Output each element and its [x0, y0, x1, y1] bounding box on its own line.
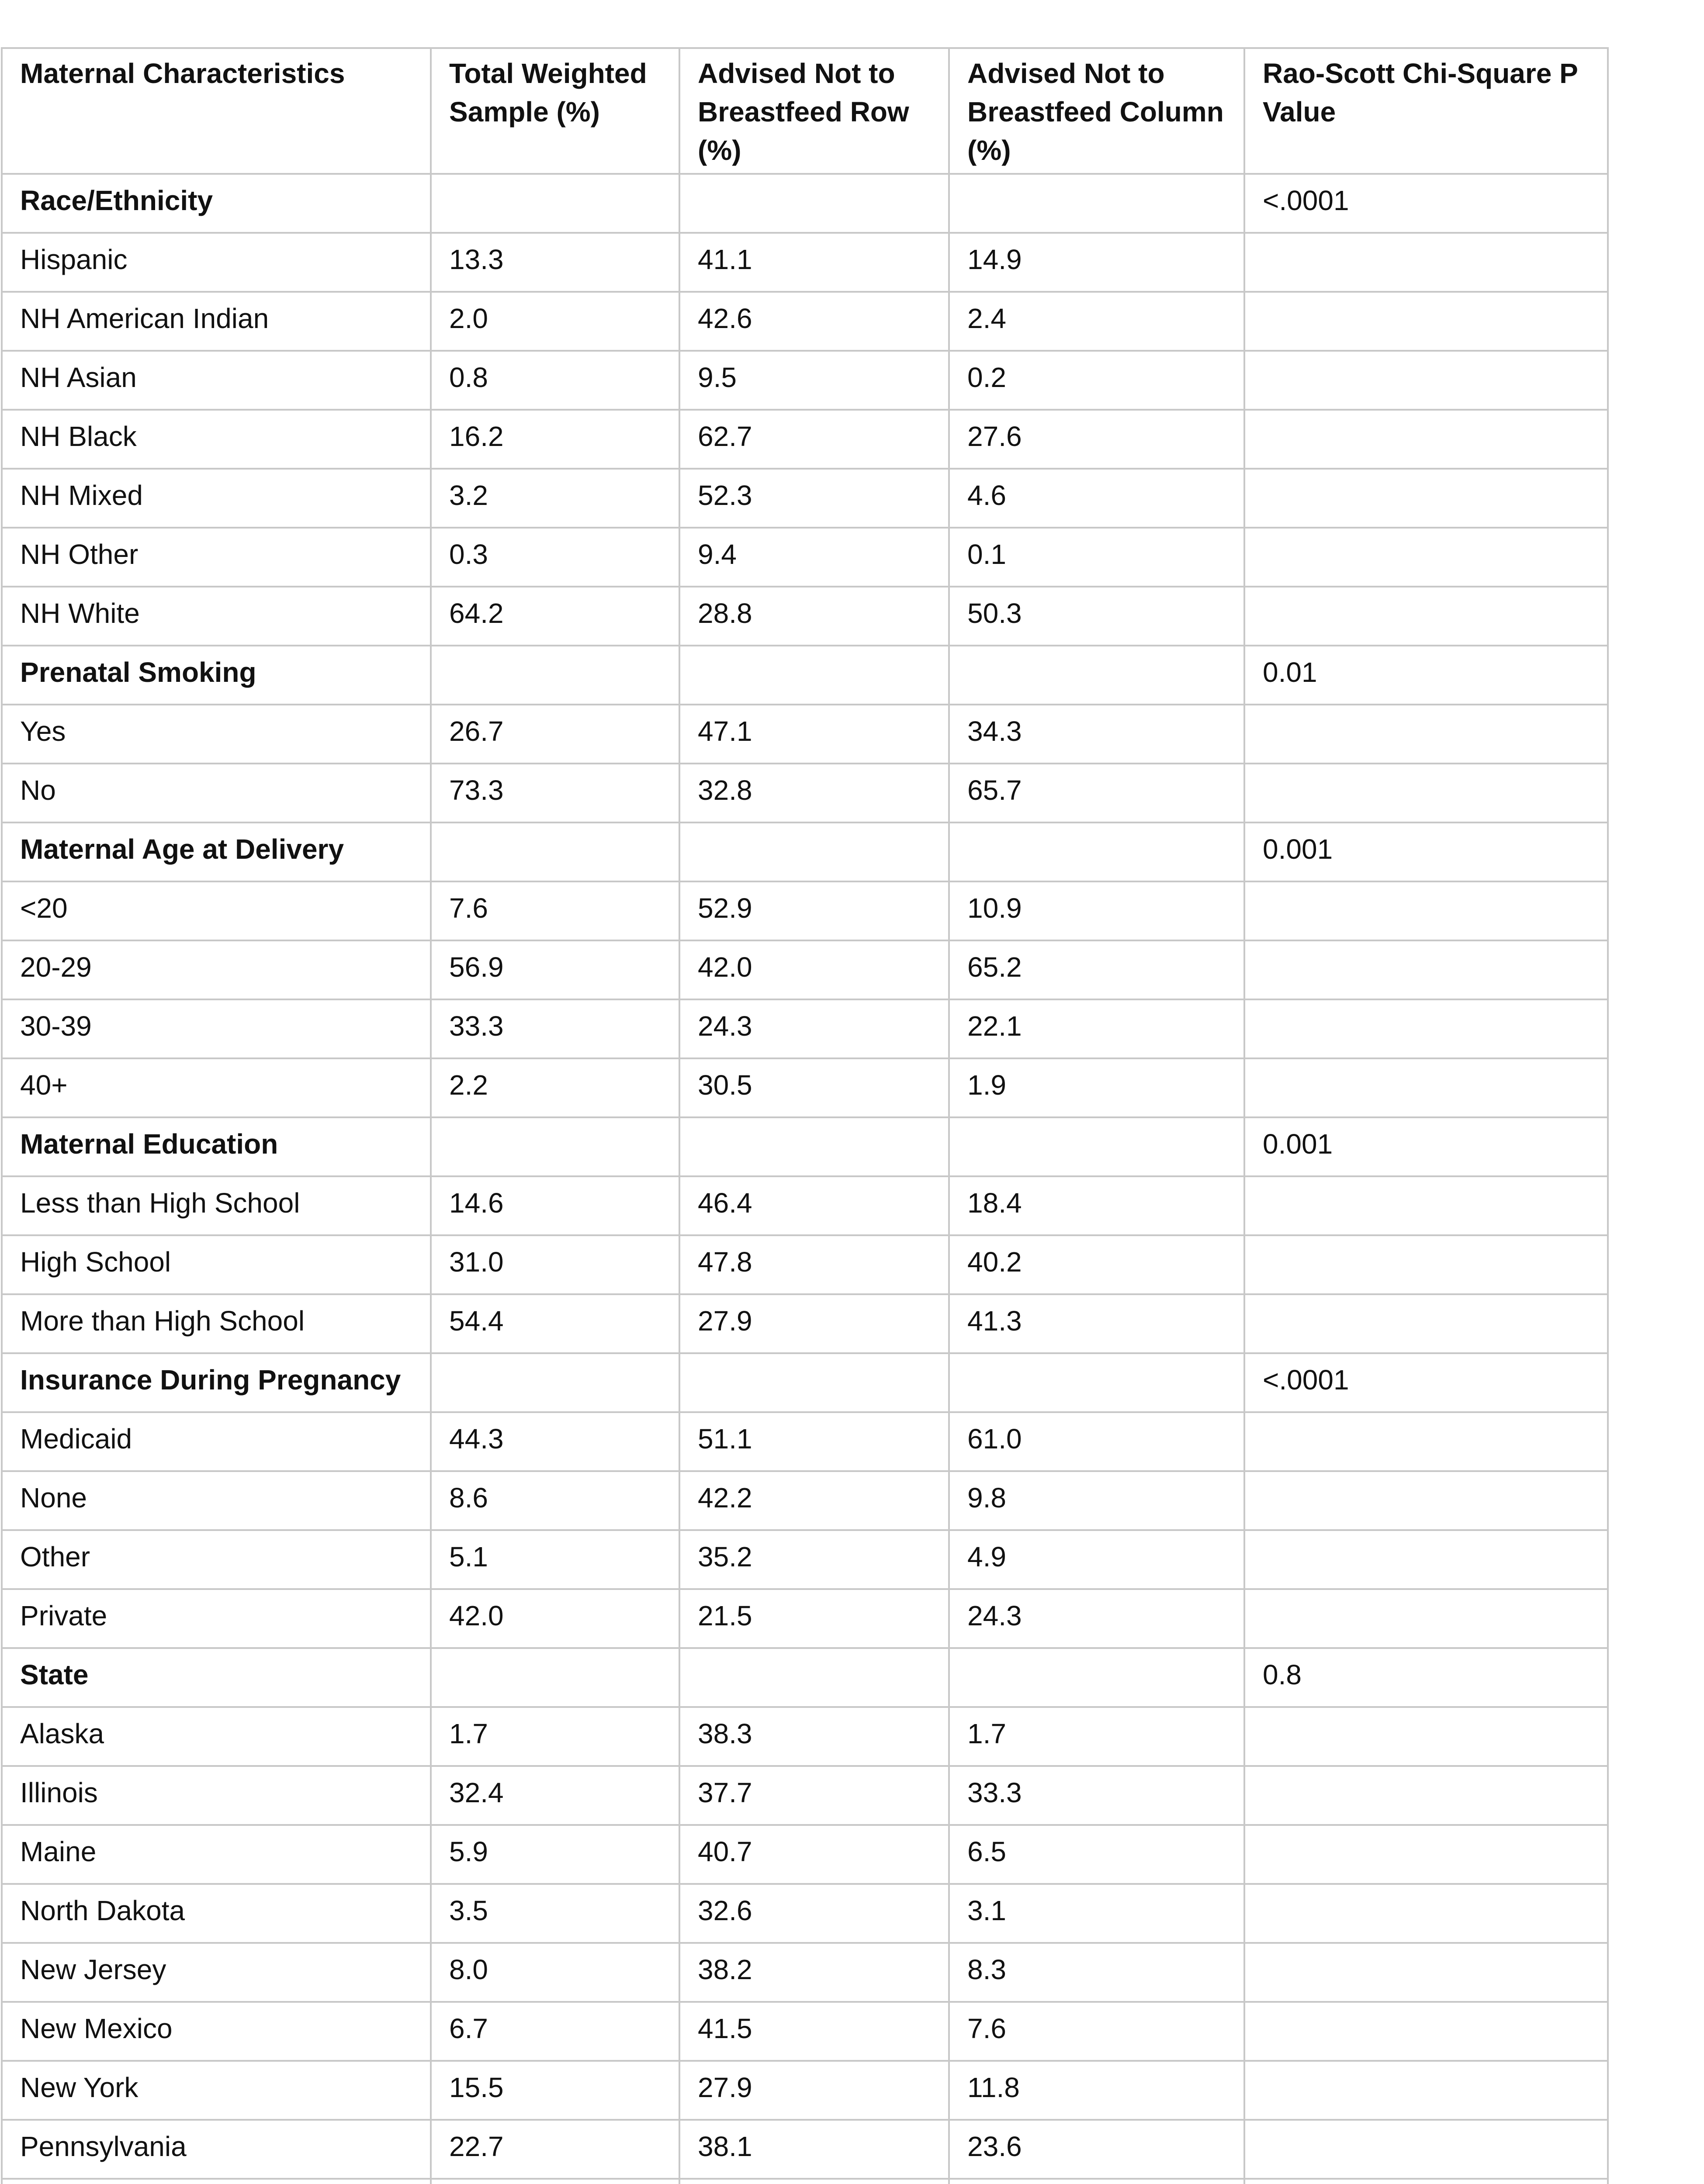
advised-row-cell	[679, 1353, 949, 1412]
advised-column-cell: 4.6	[949, 469, 1244, 528]
table-row	[2, 1412, 1608, 1471]
total-weighted-cell: 22.7	[431, 2120, 679, 2179]
table-row	[2, 2061, 1608, 2120]
total-weighted-cell: 32.4	[431, 1766, 679, 1825]
advised-column-cell	[949, 646, 1244, 705]
advised-column-cell: 1.9	[949, 1058, 1244, 1117]
p-value-cell	[1244, 1058, 1608, 1117]
p-value-cell: 0.001	[1244, 1117, 1608, 1176]
advised-row-cell: 42.6	[679, 292, 949, 351]
characteristic-cell: High School	[2, 1235, 431, 1294]
characteristic-cell	[2, 2179, 431, 2184]
p-value-cell	[1244, 940, 1608, 999]
advised-row-cell: 28.8	[679, 587, 949, 646]
maternal-characteristics-table	[1, 47, 1609, 2184]
characteristic-cell: NH Asian	[2, 351, 431, 410]
advised-column-cell: 7.6	[949, 2002, 1244, 2061]
total-weighted-cell	[431, 822, 679, 881]
total-weighted-cell: 0.3	[431, 528, 679, 587]
total-weighted-cell: 64.2	[431, 587, 679, 646]
p-value-cell	[1244, 1471, 1608, 1530]
characteristic-cell: Prenatal Smoking	[2, 646, 431, 705]
characteristic-cell: Pennsylvania	[2, 2120, 431, 2179]
advised-row-cell: 41.1	[679, 233, 949, 292]
table-group-row	[2, 1117, 1608, 1176]
advised-row-cell: 30.5	[679, 1058, 949, 1117]
advised-row-cell: 47.1	[679, 705, 949, 764]
advised-column-cell: 23.6	[949, 2120, 1244, 2179]
table-row	[2, 1943, 1608, 2002]
advised-column-cell: 50.3	[949, 587, 1244, 646]
characteristic-cell: Less than High School	[2, 1176, 431, 1235]
p-value-cell: 0.01	[1244, 646, 1608, 705]
total-weighted-cell: 8.0	[431, 1943, 679, 2002]
total-weighted-cell	[431, 1648, 679, 1707]
total-weighted-cell: 2.0	[431, 292, 679, 351]
table-body	[2, 174, 1608, 2184]
characteristic-cell: NH Mixed	[2, 469, 431, 528]
advised-row-cell: 27.9	[679, 2061, 949, 2120]
characteristic-cell: NH Other	[2, 528, 431, 587]
characteristic-cell: Illinois	[2, 1766, 431, 1825]
advised-row-cell	[679, 2179, 949, 2184]
advised-row-cell: 32.8	[679, 764, 949, 822]
table-group-row	[2, 1648, 1608, 1707]
table-row	[2, 587, 1608, 646]
advised-column-cell	[949, 1353, 1244, 1412]
p-value-cell	[1244, 1530, 1608, 1589]
advised-row-cell: 27.9	[679, 1294, 949, 1353]
characteristic-cell: State	[2, 1648, 431, 1707]
table-row	[2, 2179, 1608, 2184]
p-value-cell	[1244, 764, 1608, 822]
header-advised-column-percent: Advised Not to Breastfeed Column (%)	[949, 48, 1244, 174]
advised-column-cell: 65.2	[949, 940, 1244, 999]
advised-row-cell: 38.1	[679, 2120, 949, 2179]
total-weighted-cell: 3.2	[431, 469, 679, 528]
advised-column-cell: 22.1	[949, 999, 1244, 1058]
characteristic-cell: Private	[2, 1589, 431, 1648]
p-value-cell: <.0001	[1244, 174, 1608, 233]
characteristic-cell: New Mexico	[2, 2002, 431, 2061]
table-group-row	[2, 1353, 1608, 1412]
total-weighted-cell: 3.5	[431, 1884, 679, 1943]
characteristic-cell: Hispanic	[2, 233, 431, 292]
p-value-cell	[1244, 2120, 1608, 2179]
advised-row-cell: 47.8	[679, 1235, 949, 1294]
header-maternal-characteristics: Maternal Characteristics	[2, 48, 431, 174]
table-row	[2, 1058, 1608, 1117]
total-weighted-cell: 0.8	[431, 351, 679, 410]
characteristic-cell: 40+	[2, 1058, 431, 1117]
total-weighted-cell: 33.3	[431, 999, 679, 1058]
characteristic-cell: NH American Indian	[2, 292, 431, 351]
characteristic-cell: New Jersey	[2, 1943, 431, 2002]
total-weighted-cell	[431, 1353, 679, 1412]
characteristic-cell: Maternal Age at Delivery	[2, 822, 431, 881]
total-weighted-cell	[431, 1117, 679, 1176]
advised-column-cell	[949, 1648, 1244, 1707]
characteristic-cell: No	[2, 764, 431, 822]
characteristic-cell: NH Black	[2, 410, 431, 469]
advised-column-cell	[949, 1117, 1244, 1176]
advised-row-cell: 21.5	[679, 1589, 949, 1648]
advised-column-cell: 10.9	[949, 881, 1244, 940]
table-row	[2, 1176, 1608, 1235]
total-weighted-cell: 5.9	[431, 1825, 679, 1884]
p-value-cell	[1244, 999, 1608, 1058]
advised-column-cell: 6.5	[949, 1825, 1244, 1884]
advised-row-cell: 52.9	[679, 881, 949, 940]
characteristic-cell: 20-29	[2, 940, 431, 999]
characteristic-cell: North Dakota	[2, 1884, 431, 1943]
total-weighted-cell: 6.7	[431, 2002, 679, 2061]
table-row	[2, 881, 1608, 940]
characteristic-cell: Maine	[2, 1825, 431, 1884]
p-value-cell	[1244, 1707, 1608, 1766]
total-weighted-cell: 26.7	[431, 705, 679, 764]
advised-column-cell	[949, 174, 1244, 233]
table-row	[2, 1825, 1608, 1884]
total-weighted-cell: 31.0	[431, 1235, 679, 1294]
advised-column-cell: 40.2	[949, 1235, 1244, 1294]
advised-column-cell: 18.4	[949, 1176, 1244, 1235]
characteristic-cell: Medicaid	[2, 1412, 431, 1471]
table-row	[2, 1471, 1608, 1530]
table-row	[2, 705, 1608, 764]
table-row	[2, 1235, 1608, 1294]
advised-column-cell: 61.0	[949, 1412, 1244, 1471]
p-value-cell	[1244, 2179, 1608, 2184]
advised-row-cell	[679, 646, 949, 705]
total-weighted-cell: 7.6	[431, 881, 679, 940]
advised-column-cell: 0.1	[949, 528, 1244, 587]
p-value-cell	[1244, 587, 1608, 646]
p-value-cell: 0.8	[1244, 1648, 1608, 1707]
advised-row-cell: 37.7	[679, 1766, 949, 1825]
table-row	[2, 764, 1608, 822]
p-value-cell: <.0001	[1244, 1353, 1608, 1412]
advised-column-cell: 24.3	[949, 1589, 1244, 1648]
table-row	[2, 2120, 1608, 2179]
advised-row-cell: 41.5	[679, 2002, 949, 2061]
advised-row-cell: 62.7	[679, 410, 949, 469]
p-value-cell	[1244, 233, 1608, 292]
header-advised-row-percent: Advised Not to Breastfeed Row (%)	[679, 48, 949, 174]
advised-column-cell: 9.8	[949, 1471, 1244, 1530]
advised-row-cell: 38.2	[679, 1943, 949, 2002]
p-value-cell	[1244, 1176, 1608, 1235]
advised-column-cell: 14.9	[949, 233, 1244, 292]
total-weighted-cell: 2.2	[431, 1058, 679, 1117]
total-weighted-cell: 5.1	[431, 1530, 679, 1589]
table-row	[2, 292, 1608, 351]
advised-row-cell: 35.2	[679, 1530, 949, 1589]
p-value-cell	[1244, 1943, 1608, 2002]
advised-row-cell: 40.7	[679, 1825, 949, 1884]
total-weighted-cell: 15.5	[431, 2061, 679, 2120]
total-weighted-cell: 42.0	[431, 1589, 679, 1648]
advised-row-cell	[679, 1648, 949, 1707]
characteristic-cell: New York	[2, 2061, 431, 2120]
table-row	[2, 1884, 1608, 1943]
advised-column-cell: 8.3	[949, 1943, 1244, 2002]
total-weighted-cell: 56.9	[431, 940, 679, 999]
p-value-cell	[1244, 410, 1608, 469]
total-weighted-cell	[431, 2179, 679, 2184]
table-row	[2, 1530, 1608, 1589]
advised-row-cell	[679, 822, 949, 881]
total-weighted-cell: 54.4	[431, 1294, 679, 1353]
p-value-cell	[1244, 1766, 1608, 1825]
table-group-row	[2, 646, 1608, 705]
advised-column-cell: 33.3	[949, 1766, 1244, 1825]
p-value-cell	[1244, 1884, 1608, 1943]
advised-column-cell: 0.2	[949, 351, 1244, 410]
total-weighted-cell: 14.6	[431, 1176, 679, 1235]
p-value-cell	[1244, 2002, 1608, 2061]
advised-column-cell	[949, 822, 1244, 881]
total-weighted-cell: 73.3	[431, 764, 679, 822]
characteristic-cell: Maternal Education	[2, 1117, 431, 1176]
table-row	[2, 410, 1608, 469]
characteristic-cell: Alaska	[2, 1707, 431, 1766]
advised-row-cell: 46.4	[679, 1176, 949, 1235]
table-group-row	[2, 174, 1608, 233]
table-row	[2, 1707, 1608, 1766]
advised-column-cell: 27.6	[949, 410, 1244, 469]
advised-column-cell: 65.7	[949, 764, 1244, 822]
advised-row-cell: 32.6	[679, 1884, 949, 1943]
advised-column-cell: 2.4	[949, 292, 1244, 351]
advised-row-cell: 51.1	[679, 1412, 949, 1471]
p-value-cell	[1244, 2061, 1608, 2120]
p-value-cell	[1244, 1589, 1608, 1648]
characteristic-cell: <20	[2, 881, 431, 940]
p-value-cell	[1244, 1294, 1608, 1353]
advised-row-cell: 38.3	[679, 1707, 949, 1766]
p-value-cell	[1244, 881, 1608, 940]
characteristic-cell: Insurance During Pregnancy	[2, 1353, 431, 1412]
p-value-cell	[1244, 1412, 1608, 1471]
total-weighted-cell	[431, 646, 679, 705]
p-value-cell	[1244, 292, 1608, 351]
table-row	[2, 1589, 1608, 1648]
total-weighted-cell: 1.7	[431, 1707, 679, 1766]
table-row	[2, 233, 1608, 292]
advised-column-cell: 4.9	[949, 1530, 1244, 1589]
p-value-cell	[1244, 1825, 1608, 1884]
table-row	[2, 999, 1608, 1058]
advised-row-cell: 42.2	[679, 1471, 949, 1530]
table-row	[2, 469, 1608, 528]
characteristic-cell: Other	[2, 1530, 431, 1589]
p-value-cell	[1244, 469, 1608, 528]
table-row	[2, 2002, 1608, 2061]
p-value-cell	[1244, 705, 1608, 764]
advised-row-cell: 42.0	[679, 940, 949, 999]
advised-column-cell: 1.7	[949, 1707, 1244, 1766]
characteristic-cell: NH White	[2, 587, 431, 646]
table-row	[2, 940, 1608, 999]
header-p-value: Rao-Scott Chi-Square P Value	[1244, 48, 1608, 174]
header-total-weighted-sample: Total Weighted Sample (%)	[431, 48, 679, 174]
table-row	[2, 1294, 1608, 1353]
p-value-cell	[1244, 351, 1608, 410]
advised-row-cell	[679, 174, 949, 233]
p-value-cell: 0.001	[1244, 822, 1608, 881]
table-header-row	[2, 48, 1608, 174]
total-weighted-cell	[431, 174, 679, 233]
advised-row-cell	[679, 1117, 949, 1176]
total-weighted-cell: 8.6	[431, 1471, 679, 1530]
advised-column-cell: 34.3	[949, 705, 1244, 764]
p-value-cell	[1244, 1235, 1608, 1294]
table-row	[2, 351, 1608, 410]
characteristic-cell: More than High School	[2, 1294, 431, 1353]
characteristic-cell: Yes	[2, 705, 431, 764]
p-value-cell	[1244, 528, 1608, 587]
advised-row-cell: 52.3	[679, 469, 949, 528]
advised-column-cell: 3.1	[949, 1884, 1244, 1943]
advised-column-cell: 11.8	[949, 2061, 1244, 2120]
total-weighted-cell: 13.3	[431, 233, 679, 292]
advised-column-cell: 41.3	[949, 1294, 1244, 1353]
advised-row-cell: 24.3	[679, 999, 949, 1058]
characteristic-cell: Race/Ethnicity	[2, 174, 431, 233]
advised-row-cell: 9.5	[679, 351, 949, 410]
table-row	[2, 1766, 1608, 1825]
table-group-row	[2, 822, 1608, 881]
total-weighted-cell: 44.3	[431, 1412, 679, 1471]
advised-row-cell: 9.4	[679, 528, 949, 587]
total-weighted-cell: 16.2	[431, 410, 679, 469]
characteristic-cell: 30-39	[2, 999, 431, 1058]
advised-column-cell	[949, 2179, 1244, 2184]
characteristic-cell: None	[2, 1471, 431, 1530]
table-row	[2, 528, 1608, 587]
